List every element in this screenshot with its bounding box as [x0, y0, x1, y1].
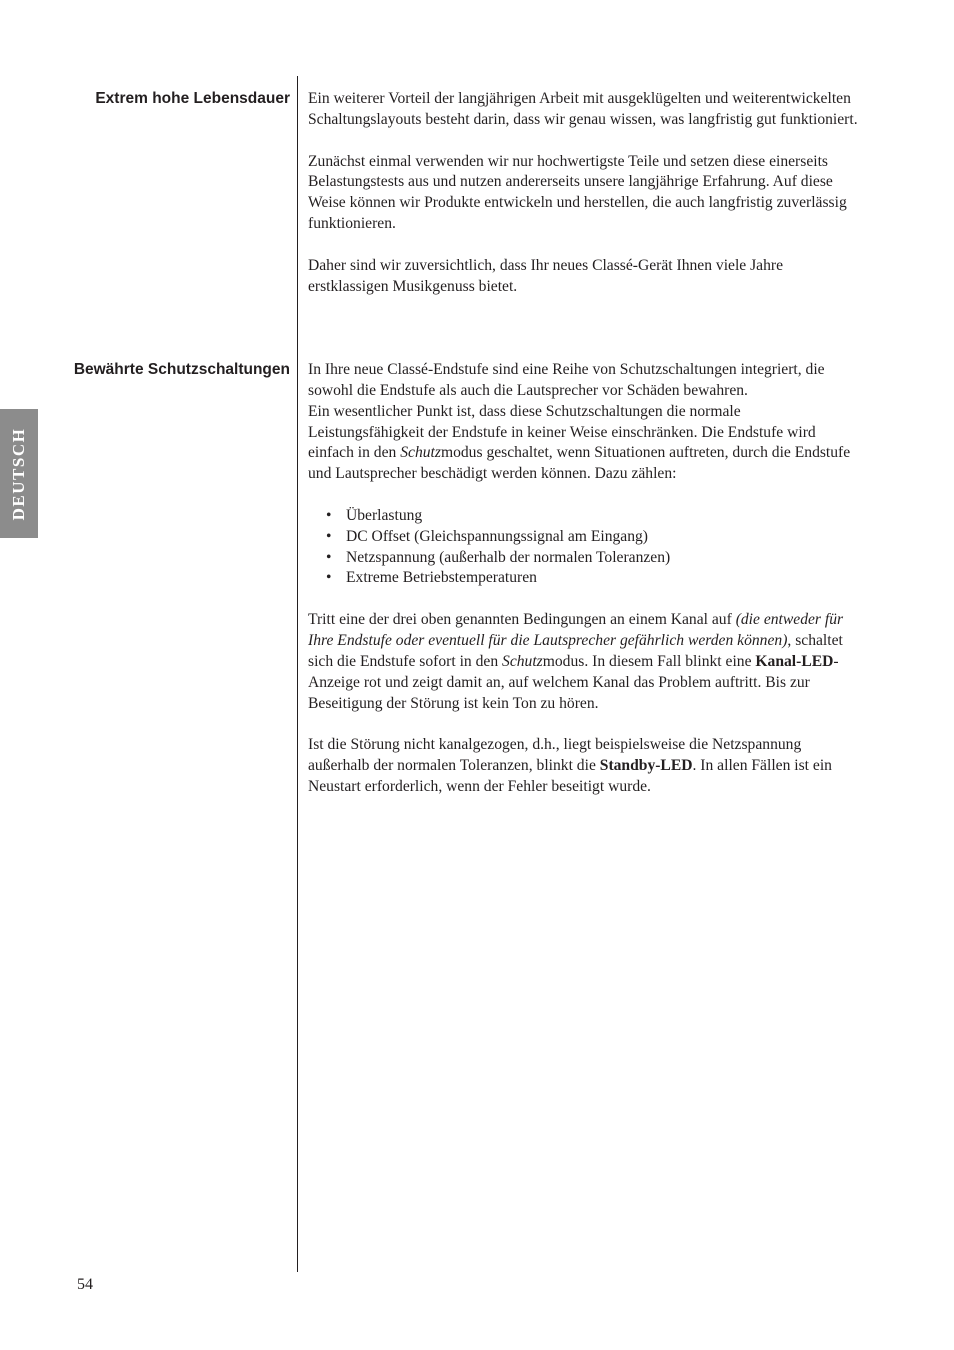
paragraph: Ein wesentlicher Punkt ist, dass diese Schutzschaltungen die normale Leistungsfähigkeit der Endstufe in keiner Weise einschränken. Die Endstufe wird einfach in den Schutzmodus geschaltet, wenn Situationen auftreten, durch die Endstufe und Lautsprecher beschädigt werden können. Dazu zählen: — [308, 402, 851, 483]
bullet-marker: • — [326, 506, 332, 524]
paragraph: Zunächst einmal verwenden wir nur hochwertigste Teile und setzen diese einerseits Belastungstests aus und nutzen andererseits unsere langjährige Erfahrung. Auf diese Weise können wir Produkte entwickeln und herstellen, die auch langfristig zuverlässig funktionieren. — [308, 152, 847, 233]
column-divider — [297, 76, 298, 1272]
list-item: • Netzspannung (außerhalb der normalen Toleranzen) — [308, 548, 860, 569]
paragraph: Daher sind wir zuversichtlich, dass Ihr neues Classé-Gerät Ihnen viele Jahre erstklassigen Musikgenuss bietet. — [308, 256, 784, 295]
bullet-marker: • — [326, 569, 332, 587]
language-tab — [0, 409, 38, 538]
paragraph: Tritt eine der drei oben genannten Bedingungen an einem Kanal auf (die entweder für Ihre Endstufe oder eventuell für die Lautsprecher gefährlich werden können), schaltet sich die Endstufe sofort in den Schutzmodus. In diesem Fall blinkt eine Kanal-LED-Anzeige rot und zeigt damit an, auf welchem Kanal das Problem auftritt. Bis zur Beseitigung der Störung ist kein Ton zu hören. — [308, 611, 844, 712]
list-item: • Extreme Betriebstemperaturen — [308, 568, 860, 589]
paragraph: Ist die Störung nicht kanalgezogen, d.h., liegt beispielsweise die Netzspannung außerhalb der normalen Toleranzen, blinkt die Standby-LED. In allen Fällen ist ein Neustart erforderlich, wenn der Fehler beseitigt wurde. — [308, 736, 832, 795]
section-heading-lebensdauer: Extrem hohe Lebensdauer — [95, 90, 290, 107]
language-tab-label: DEUTSCH — [9, 427, 28, 520]
list-item: • DC Offset (Gleichspannungssignal am Eingang) — [308, 527, 860, 548]
section-heading-schutzschaltungen: Bewährte Schutzschaltungen — [73, 361, 290, 378]
list-item: • Überlastung — [308, 506, 860, 527]
conditions-list — [308, 506, 860, 589]
page-number: 54 — [77, 1276, 93, 1293]
bullet-marker: • — [326, 548, 332, 566]
section-body-lebensdauer — [308, 89, 860, 297]
paragraph: In Ihre neue Classé-Endstufe sind eine Reihe von Schutzschaltungen integriert, die sowohl die Endstufe als auch die Lautsprecher vor Schäden bewahren. — [308, 361, 825, 399]
bullet-marker: • — [326, 527, 332, 545]
section-body-schutzschaltungen — [308, 360, 860, 798]
paragraph: Ein weiterer Vorteil der langjährigen Arbeit mit ausgeklügelten und weiterentwickelten Schaltungslayouts besteht darin, dass wir genau wissen, was langfristig gut funktioniert. — [308, 90, 858, 128]
